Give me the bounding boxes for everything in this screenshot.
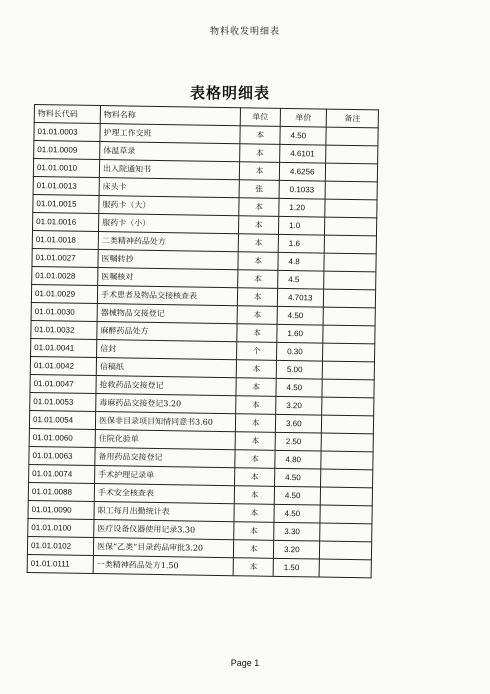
cell-name: 医保非目录项目知情同意书3.60 xyxy=(95,412,235,432)
cell-name: 护理工作交班 xyxy=(100,124,240,144)
cell-unit: 张 xyxy=(239,180,279,199)
cell-note xyxy=(319,541,371,560)
cell-name: 器械物品交接登记 xyxy=(97,304,237,324)
cell-code: 01.01.0010 xyxy=(33,159,99,178)
cell-unit: 本 xyxy=(240,144,280,163)
cell-note xyxy=(324,217,376,236)
cell-name: 服药卡（小） xyxy=(99,214,239,234)
cell-code: 01.01.0016 xyxy=(33,212,99,231)
cell-unit: 本 xyxy=(236,396,276,415)
table-body xyxy=(27,123,378,578)
cell-price: 2.50 xyxy=(275,432,321,451)
cell-unit: 本 xyxy=(239,198,279,217)
cell-code: 01.01.0015 xyxy=(33,194,99,213)
cell-code: 01.01.0090 xyxy=(28,500,94,519)
cell-code: 01.01.0111 xyxy=(27,554,93,573)
cell-unit: 本 xyxy=(237,306,277,325)
cell-unit: 本 xyxy=(238,216,278,235)
cell-note xyxy=(321,451,373,470)
cell-price: 3.20 xyxy=(276,396,322,415)
cell-code: 01.01.0029 xyxy=(31,284,97,303)
cell-code: 01.01.0053 xyxy=(30,392,96,411)
materials-table xyxy=(27,104,379,578)
cell-price: 0.1033 xyxy=(279,180,325,199)
cell-note xyxy=(322,343,374,362)
cell-note xyxy=(323,289,375,308)
cell-price: 4.5 xyxy=(278,270,324,289)
cell-name: 二类精神药品处方 xyxy=(98,232,238,252)
cell-unit: 本 xyxy=(235,450,275,469)
cell-price: 1.50 xyxy=(273,558,319,577)
cell-price: 5.00 xyxy=(276,360,322,379)
cell-note xyxy=(320,487,372,506)
cell-note xyxy=(321,433,373,452)
column-header-note: 备注 xyxy=(326,109,378,128)
cell-unit: 本 xyxy=(235,414,275,433)
cell-unit: 本 xyxy=(233,540,273,559)
cell-note xyxy=(323,307,375,326)
cell-price: 4.6101 xyxy=(280,144,326,163)
cell-note xyxy=(319,559,371,578)
cell-unit: 本 xyxy=(238,270,278,289)
cell-price: 4.50 xyxy=(280,126,326,145)
cell-note xyxy=(322,379,374,398)
cell-note xyxy=(324,253,376,272)
cell-price: 4.6256 xyxy=(279,162,325,181)
cell-name: 信封 xyxy=(97,340,237,360)
cell-name: 手术患者及物品交接核查表 xyxy=(97,286,237,306)
cell-unit: 本 xyxy=(238,252,278,271)
cell-code: 01.01.0047 xyxy=(30,374,96,393)
cell-note xyxy=(321,469,373,488)
cell-code: 01.01.0102 xyxy=(27,536,93,555)
cell-unit: 本 xyxy=(238,234,278,253)
cell-name: 毒麻药品交接登记3.20 xyxy=(96,394,236,414)
cell-code: 01.01.0088 xyxy=(28,482,94,501)
cell-note xyxy=(322,361,374,380)
cell-price: 1.60 xyxy=(277,324,323,343)
column-header-unit: 单位 xyxy=(240,108,280,127)
page-header-title: 物料收发明细表 xyxy=(209,27,280,37)
cell-note xyxy=(324,235,376,254)
cell-code: 01.01.0018 xyxy=(32,230,98,249)
cell-price: 4.50 xyxy=(277,306,323,325)
cell-code: 01.01.0003 xyxy=(34,123,100,142)
cell-code: 01.01.0009 xyxy=(34,141,100,160)
cell-price: 1.20 xyxy=(279,198,325,217)
cell-name: 职工每月出勤统计表 xyxy=(94,501,234,521)
cell-note xyxy=(324,271,376,290)
cell-price: 4.50 xyxy=(276,378,322,397)
cell-code: 01.01.0054 xyxy=(29,410,95,429)
cell-unit: 本 xyxy=(236,378,276,397)
cell-name: 服药卡（大） xyxy=(99,196,239,216)
cell-name: 医嘱转抄 xyxy=(98,250,238,270)
cell-unit: 本 xyxy=(237,288,277,307)
cell-code: 01.01.0042 xyxy=(30,356,96,375)
cell-price: 4.8 xyxy=(278,252,324,271)
document-title: 表格明细表 xyxy=(189,84,270,102)
cell-price: 1.6 xyxy=(278,234,324,253)
cell-price: 4.7013 xyxy=(277,288,323,307)
page-number: Page 1 xyxy=(230,658,260,668)
cell-note xyxy=(322,397,374,416)
cell-code: 01.01.0028 xyxy=(32,266,98,285)
cell-name: 医保“乙类”目录药品审批3.20 xyxy=(93,537,233,557)
column-header-code: 物料长代码 xyxy=(34,105,100,124)
cell-price: 3.30 xyxy=(274,522,320,541)
cell-unit: 本 xyxy=(235,432,275,451)
cell-name: 出入院通知书 xyxy=(99,160,239,180)
cell-name: 一类精神药品处方1.50 xyxy=(93,555,233,575)
column-header-price: 单价 xyxy=(280,108,326,127)
cell-unit: 本 xyxy=(234,522,274,541)
cell-unit: 本 xyxy=(234,486,274,505)
cell-name: 信稿纸 xyxy=(96,358,236,378)
cell-code: 01.01.0013 xyxy=(33,176,99,195)
cell-name: 手术护理记录单 xyxy=(95,466,235,486)
cell-note xyxy=(326,145,378,164)
cell-code: 01.01.0027 xyxy=(32,248,98,267)
cell-unit: 本 xyxy=(240,126,280,145)
cell-code: 01.01.0041 xyxy=(31,338,97,357)
cell-price: 3.20 xyxy=(273,540,319,559)
cell-note xyxy=(321,415,373,434)
cell-unit: 个 xyxy=(237,342,277,361)
cell-unit: 本 xyxy=(236,360,276,379)
cell-unit: 本 xyxy=(234,504,274,523)
cell-code: 01.01.0074 xyxy=(29,464,95,483)
cell-code: 01.01.0063 xyxy=(29,446,95,465)
cell-note xyxy=(325,181,377,200)
column-header-name: 物料名称 xyxy=(100,106,240,126)
cell-note xyxy=(323,325,375,344)
cell-note xyxy=(320,505,372,524)
cell-code: 01.01.0030 xyxy=(31,302,97,321)
cell-name: 住院化验单 xyxy=(95,430,235,450)
cell-name: 麻醉药品处方 xyxy=(97,322,237,342)
cell-price: 3.60 xyxy=(275,414,321,433)
cell-name: 体温草录 xyxy=(100,142,240,162)
cell-name: 医嘱核对 xyxy=(98,268,238,288)
cell-code: 01.01.0060 xyxy=(29,428,95,447)
cell-price: 4.50 xyxy=(275,468,321,487)
cell-code: 01.01.0100 xyxy=(28,518,94,537)
cell-note xyxy=(325,163,377,182)
cell-unit: 本 xyxy=(235,468,275,487)
cell-note xyxy=(326,127,378,146)
cell-note xyxy=(325,199,377,218)
cell-unit: 本 xyxy=(239,162,279,181)
cell-name: 医疗设备仪器使用记录3.30 xyxy=(94,519,234,539)
cell-name: 备用药品交接登记 xyxy=(95,448,235,468)
cell-note xyxy=(320,523,372,542)
cell-name: 抢救药品交接登记 xyxy=(96,376,236,396)
cell-code: 01.01.0032 xyxy=(31,320,97,339)
cell-name: 手术安全核查表 xyxy=(94,483,234,503)
materials-table-container xyxy=(27,104,379,578)
cell-unit: 本 xyxy=(237,324,277,343)
cell-price: 1.0 xyxy=(278,216,324,235)
cell-price: 4.50 xyxy=(274,486,320,505)
cell-price: 0.30 xyxy=(277,342,323,361)
cell-price: 4.50 xyxy=(274,504,320,523)
cell-price: 4.80 xyxy=(275,450,321,469)
cell-unit: 本 xyxy=(233,558,273,577)
cell-name: 床头卡 xyxy=(99,178,239,198)
